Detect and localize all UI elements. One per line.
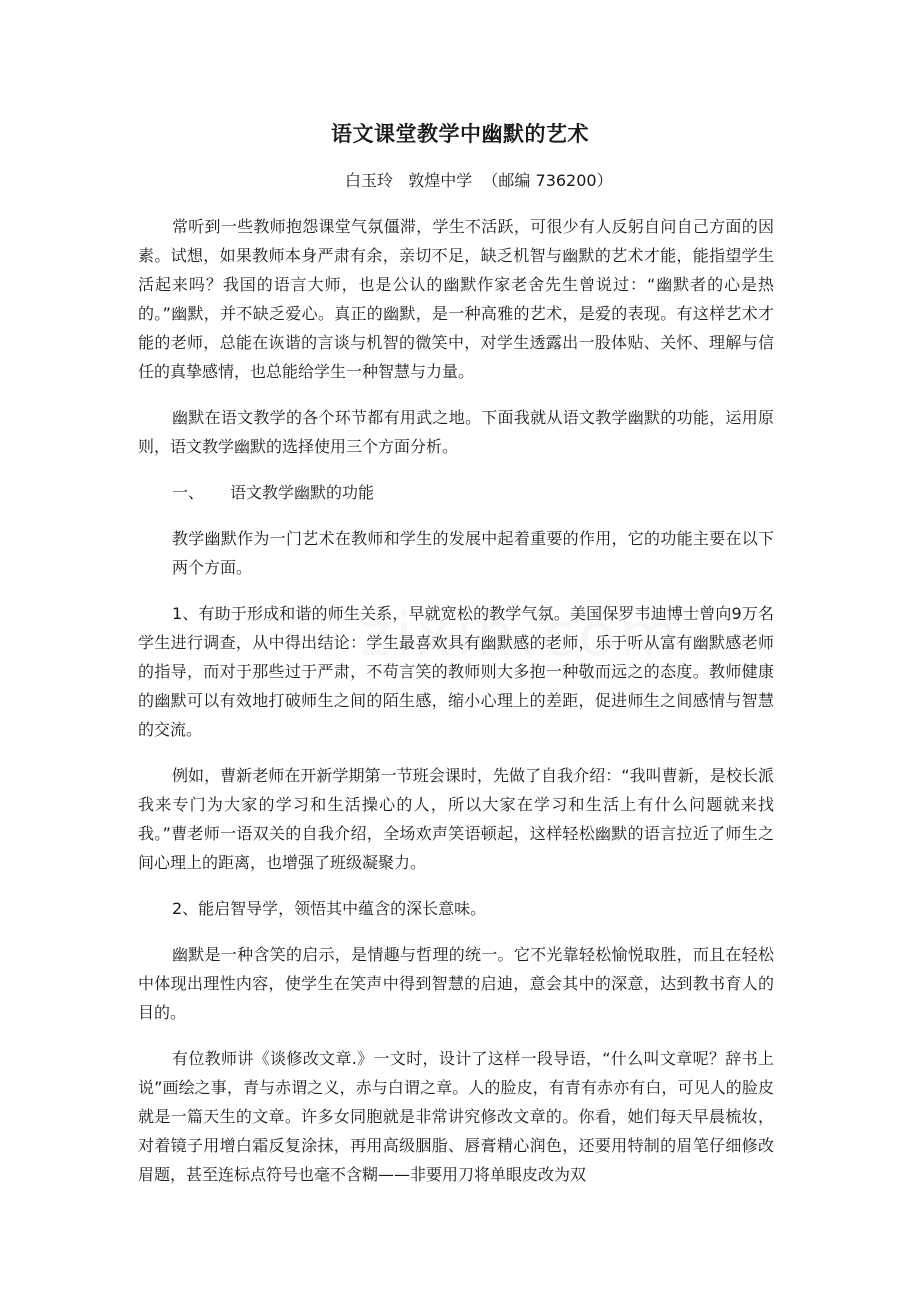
document-title: 语文课堂教学中幽默的艺术 [331, 122, 589, 146]
paragraph: 幽默是一种含笑的启示，是情趣与哲理的统一。它不光靠轻松愉悦取胜，而且在轻松中体现出理性内容，使学生在笑声中得到智慧的启迪，意会其中的深意，达到教书育人的目的。 [138, 945, 774, 1022]
section-number: 一、 [172, 483, 205, 502]
paragraph: 1、有助于形成和谐的师生关系，早就宽松的教学气氛。美国保罗韦迪博士曾向9万名学生进行调查，从中得出结论：学生最喜欢具有幽默感的老师，乐于听从富有幽默感老师的指导，而对于那些过于严肃，不苟言笑的教师则大多抱一种敬而远之的态度。教师健康的幽默可以有效地打破师生之间的陌生感，缩小心理上的差距，促进师生之间感情与智慧的交流。 [138, 604, 774, 739]
paragraph: 例如，曹新老师在开新学期第一节班会课时，先做了自我介绍：“我叫曹新，是校长派我来专门为大家的学习和生活操心的人，所以大家在学习和生活上有什么问题就来找我。”曹老师一语双关的自我介绍，全场欢声笑语顿起，这样轻松幽默的语言拉近了师生之间心理上的距离，也增强了班级凝聚力。 [138, 766, 774, 872]
paragraph: 常听到一些教师抱怨课堂气氛僵滞，学生不活跃，可很少有人反躬自问自己方面的因素。试想，如果教师本身严肃有余，亲切不足，缺乏机智与幽默的艺术才能，能指望学生活起来吗？我国的语言大师，也是公认的幽默作家老舍先生曾说过：“幽默者的心是热的。”幽默，并不缺乏爱心。真正的幽默，是一种高雅的艺术，是爱的表现。有这样艺术才能的老师，总能在诙谐的言谈与机智的微笑中，对学生透露出一股体贴、关怀、理解与信任的真挚感情，也总能给学生一种智慧与力量。 [138, 217, 774, 381]
section-heading [138, 478, 774, 507]
section-heading-text: 语文教学幽默的功能 [230, 483, 375, 502]
paragraph: 幽默在语文教学的各个环节都有用武之地。下面我就从语文教学幽默的功能，运用原则，语文教学幽默的选择使用三个方面分析。 [138, 408, 774, 456]
paragraph: 教学幽默作为一门艺术在教师和学生的发展中起着重要的作用，它的功能主要在以下两个方面。 [172, 529, 774, 577]
author-line: 白玉玲 敦煌中学 （邮编 736200） [345, 171, 613, 190]
document-body [138, 212, 774, 1206]
paragraph: 有位教师讲《谈修改文章.》一文时，设计了这样一段导语，“什么叫文章呢？辞书上说”画绘之事，青与赤谓之义，赤与白谓之章。人的脸皮，有青有赤亦有白，可见人的脸皮就是一篇天生的文章。许多女同胞就是非常讲究修改文章的。你看，她们每天早晨梳妆，对着镜子用增白霜反复涂抹，再用高级胭脂、唇膏精心润色，还要用特制的眉笔仔细修改眉题，甚至连标点符号也毫不含糊——非要用刀将单眼皮改为双 [138, 1049, 774, 1184]
paragraph: 2、能启智导学，领悟其中蕴含的深长意味。 [172, 899, 487, 918]
